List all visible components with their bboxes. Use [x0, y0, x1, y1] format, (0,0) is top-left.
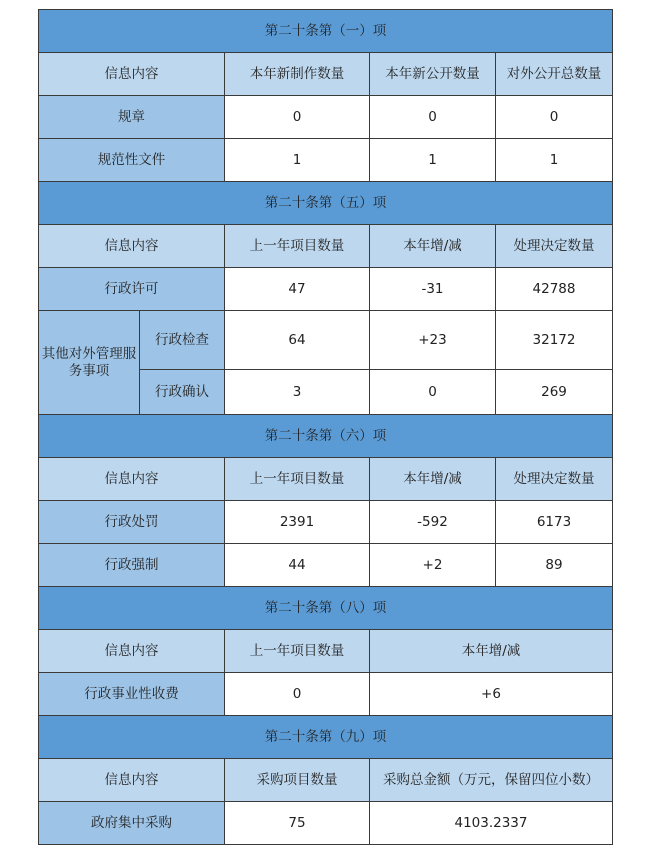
table-row [39, 544, 613, 587]
section-1-title: 第二十条第（一）项 [39, 10, 613, 53]
row-label: 行政确认 [140, 370, 225, 415]
table-row [39, 139, 613, 182]
row-label: 行政许可 [39, 268, 225, 311]
column-header: 信息内容 [39, 630, 225, 673]
row-label: 政府集中采购 [39, 802, 225, 845]
cell-value: 0 [225, 673, 370, 716]
group-label-text: 其他对外管理服务事项 [41, 345, 137, 379]
cell-value: 44 [225, 544, 370, 587]
table-row [39, 311, 613, 370]
column-header: 采购总金额（万元，保留四位小数） [370, 759, 613, 802]
row-label: 行政处罚 [39, 501, 225, 544]
row-label: 行政事业性收费 [39, 673, 225, 716]
row-label: 规范性文件 [39, 139, 225, 182]
table-row [39, 802, 613, 845]
cell-value: 4103.2337 [370, 802, 613, 845]
cell-value: 89 [496, 544, 613, 587]
cell-value: 0 [225, 96, 370, 139]
column-header: 本年新公开数量 [370, 53, 496, 96]
table-row [39, 96, 613, 139]
column-header: 上一年项目数量 [225, 630, 370, 673]
cell-value: 0 [370, 96, 496, 139]
section-5-header-row [39, 225, 613, 268]
table-row [39, 673, 613, 716]
cell-value: -592 [370, 501, 496, 544]
cell-value: 1 [370, 139, 496, 182]
column-header: 本年增/减 [370, 458, 496, 501]
table-row [39, 501, 613, 544]
table-row [39, 268, 613, 311]
column-header: 上一年项目数量 [225, 458, 370, 501]
cell-value: +2 [370, 544, 496, 587]
row-label: 行政检查 [140, 311, 225, 370]
section-9-title-row [39, 716, 613, 759]
column-header: 本年新制作数量 [225, 53, 370, 96]
section-5-title-row [39, 182, 613, 225]
section-8-title-row [39, 587, 613, 630]
cell-value: 2391 [225, 501, 370, 544]
cell-value: 47 [225, 268, 370, 311]
cell-value: 6173 [496, 501, 613, 544]
section-6-header-row [39, 458, 613, 501]
section-1-title-row [39, 10, 613, 53]
section-5-title: 第二十条第（五）项 [39, 182, 613, 225]
column-header: 处理决定数量 [496, 458, 613, 501]
section-9-title: 第二十条第（九）项 [39, 716, 613, 759]
cell-value: -31 [370, 268, 496, 311]
section-9-header-row [39, 759, 613, 802]
cell-value: 64 [225, 311, 370, 370]
cell-value: 1 [496, 139, 613, 182]
cell-value: 75 [225, 802, 370, 845]
column-header: 信息内容 [39, 53, 225, 96]
row-label: 规章 [39, 96, 225, 139]
cell-value: 0 [370, 370, 496, 415]
disclosure-table [38, 9, 613, 845]
cell-value: 269 [496, 370, 613, 415]
section-8-title: 第二十条第（八）项 [39, 587, 613, 630]
section-1-header-row [39, 53, 613, 96]
cell-value: 0 [496, 96, 613, 139]
cell-value: 3 [225, 370, 370, 415]
cell-value: 42788 [496, 268, 613, 311]
section-6-title: 第二十条第（六）项 [39, 415, 613, 458]
cell-value: 32172 [496, 311, 613, 370]
column-header: 处理决定数量 [496, 225, 613, 268]
group-label [39, 311, 140, 415]
section-8-header-row [39, 630, 613, 673]
row-label: 行政强制 [39, 544, 225, 587]
column-header: 本年增/减 [370, 630, 613, 673]
section-6-title-row [39, 415, 613, 458]
column-header: 本年增/减 [370, 225, 496, 268]
column-header: 信息内容 [39, 225, 225, 268]
column-header: 信息内容 [39, 759, 225, 802]
column-header: 对外公开总数量 [496, 53, 613, 96]
cell-value: +23 [370, 311, 496, 370]
column-header: 采购项目数量 [225, 759, 370, 802]
cell-value: +6 [370, 673, 613, 716]
column-header: 信息内容 [39, 458, 225, 501]
cell-value: 1 [225, 139, 370, 182]
column-header: 上一年项目数量 [225, 225, 370, 268]
